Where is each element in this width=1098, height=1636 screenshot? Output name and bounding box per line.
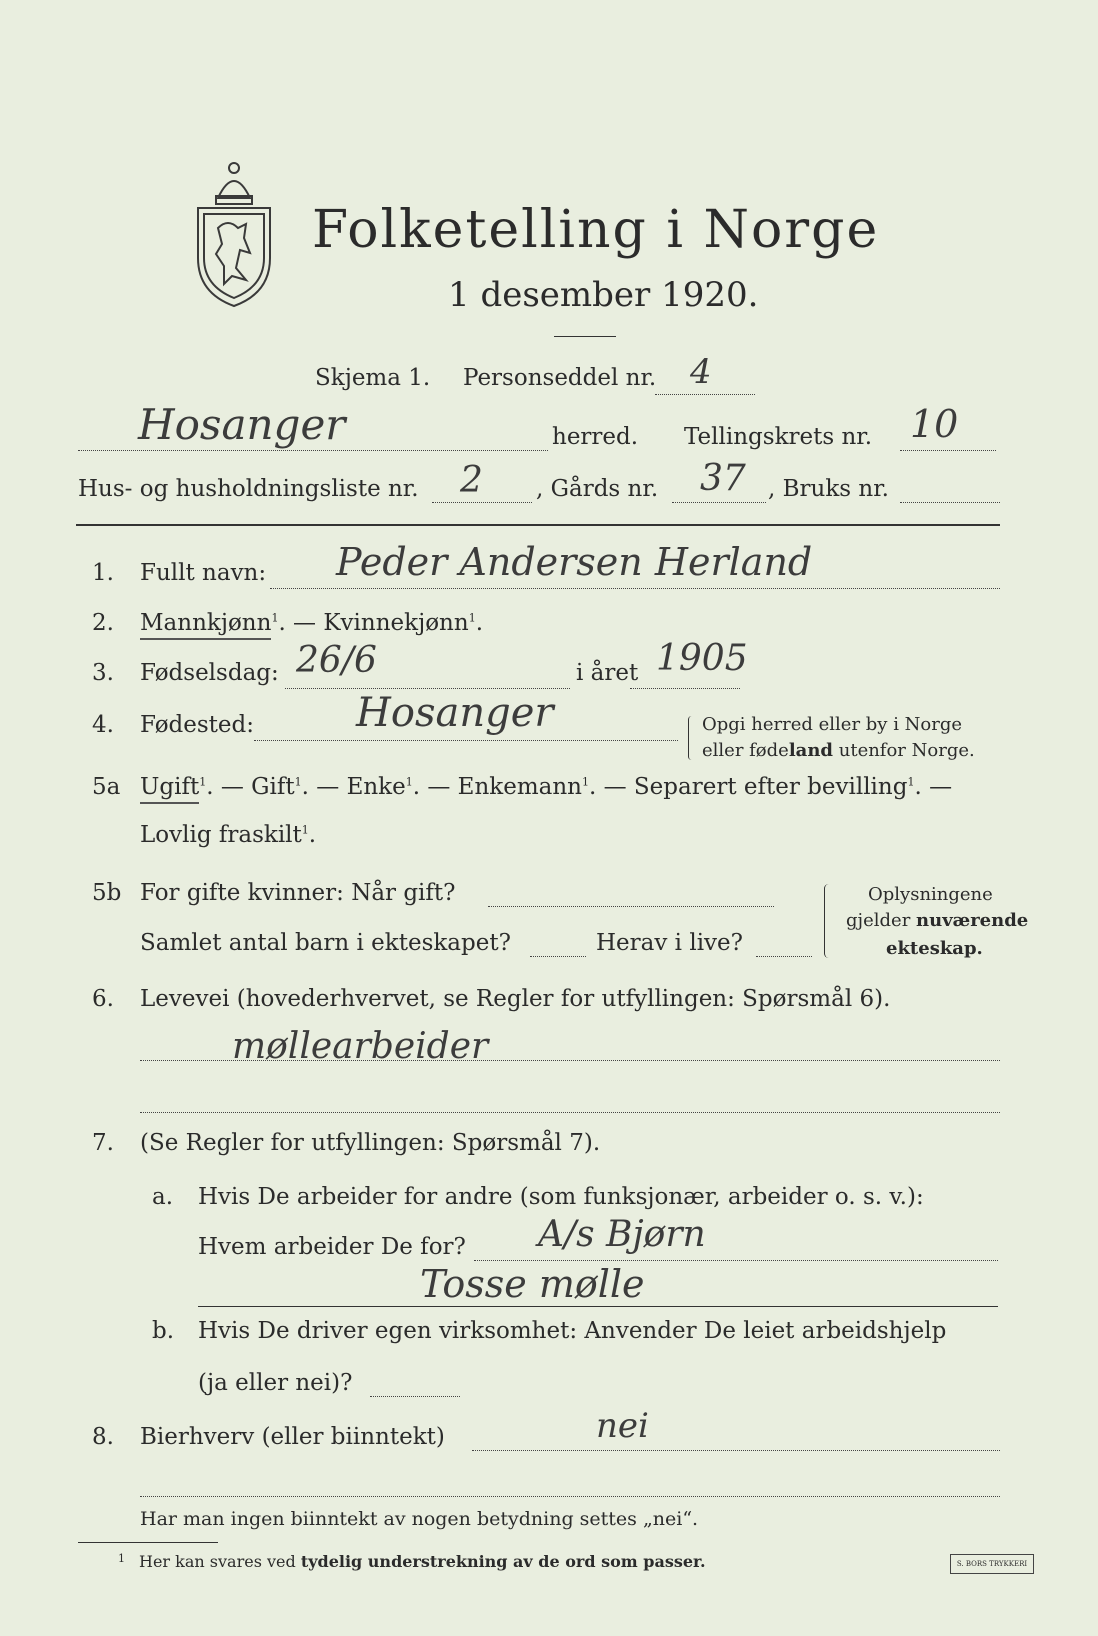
- printer-stamp: S. BORS TRYKKERI: [950, 1554, 1034, 1574]
- q2-number: 2.: [92, 610, 114, 636]
- q7-number: 7.: [92, 1130, 114, 1156]
- q5b-label3: Herav i live?: [596, 930, 743, 956]
- footnote: $^1$ Her kan svares ved tydelig understrekning av de ord som passer.: [118, 1552, 706, 1571]
- q7a-label2: Hvem arbeider De for?: [198, 1234, 466, 1260]
- q5a-number: 5a: [92, 774, 121, 800]
- q7a-number: a.: [152, 1184, 174, 1210]
- q5b-note3: ekteskap.: [886, 938, 983, 959]
- q4-label: Fødested:: [140, 712, 255, 738]
- q4-note-line2: eller fødeland utenfor Norge.: [702, 740, 975, 761]
- q2-mann: Mannkjønn: [140, 610, 271, 640]
- q2-kvinne: Kvinnekjønn: [323, 610, 469, 636]
- bruks-label: , Bruks nr.: [768, 476, 889, 502]
- q5a-options: Ugift$^1$. — Gift$^1$. — Enke$^1$. — Enkemann$^1$. — Separert efter bevilling$^1$. —: [140, 774, 952, 800]
- q6-label: Levevei (hovederhvervet, se Regler for utfyllingen: Spørsmål 6).: [140, 986, 891, 1012]
- schema-label: Skjema 1.: [315, 365, 431, 391]
- q3-aaret-value: 1905: [656, 638, 748, 679]
- gards-value: 37: [700, 458, 746, 499]
- q5b-number: 5b: [92, 880, 122, 906]
- q7a-label: Hvis De arbeider for andre (som funksjonær, arbeider o. s. v.):: [198, 1184, 924, 1210]
- herred-label: herred.: [552, 424, 639, 450]
- q1-label: Fullt navn:: [140, 560, 267, 586]
- q7b-label: Hvis De driver egen virksomhet: Anvender De leiet arbeidshjelp: [198, 1318, 947, 1344]
- q4-note-line1: Opgi herred eller by i Norge: [702, 714, 963, 735]
- herred-value: Hosanger: [138, 400, 346, 449]
- q6-value: møllearbeider: [232, 1026, 489, 1067]
- personseddel-value: 4: [690, 352, 712, 392]
- tellingskrets-value: 10: [910, 402, 959, 446]
- q5a-lovlig: Lovlig fraskilt$^1$.: [140, 822, 317, 848]
- hus-label: Hus- og husholdningsliste nr.: [78, 476, 419, 502]
- coat-of-arms-icon: [188, 158, 280, 310]
- q7b-label2: (ja eller nei)?: [198, 1370, 353, 1396]
- form-date: 1 desember 1920.: [448, 275, 759, 315]
- q5b-note2: gjelder nuværende: [846, 910, 1029, 931]
- q5b-label2: Samlet antal barn i ekteskapet?: [140, 930, 511, 956]
- q3-aaret-label: i året: [576, 660, 639, 686]
- q8-label: Bierhverv (eller biinntekt): [140, 1424, 445, 1450]
- q1-number: 1.: [92, 560, 114, 586]
- q3-value: 26/6: [296, 640, 377, 681]
- q6-number: 6.: [92, 986, 114, 1012]
- q8-note: Har man ingen biinntekt av nogen betydning settes „nei“.: [140, 1508, 699, 1530]
- q7a-value1: A/s Bjørn: [538, 1214, 706, 1255]
- q3-number: 3.: [92, 660, 114, 686]
- q3-label: Fødselsdag:: [140, 660, 279, 686]
- q7a-value2: Tosse mølle: [420, 1262, 645, 1306]
- q2-options: Mannkjønn$^1$. — Kvinnekjønn$^1$.: [140, 610, 483, 636]
- q7-label: (Se Regler for utfyllingen: Spørsmål 7).: [140, 1130, 601, 1156]
- q5b-note1: Oplysningene: [868, 884, 993, 905]
- q4-number: 4.: [92, 712, 114, 738]
- q1-value: Peder Andersen Herland: [336, 540, 813, 584]
- hus-value: 2: [460, 460, 483, 501]
- tellingskrets-label: Tellingskrets nr.: [684, 424, 873, 450]
- q8-number: 8.: [92, 1424, 114, 1450]
- personseddel-label: Personseddel nr.: [463, 365, 657, 391]
- gards-label: , Gårds nr.: [536, 476, 659, 502]
- q5b-label1: For gifte kvinner: Når gift?: [140, 880, 456, 906]
- q8-value: nei: [596, 1406, 649, 1446]
- form-title: Folketelling i Norge: [312, 200, 880, 260]
- q4-value: Hosanger: [356, 690, 554, 736]
- q7b-number: b.: [152, 1318, 175, 1344]
